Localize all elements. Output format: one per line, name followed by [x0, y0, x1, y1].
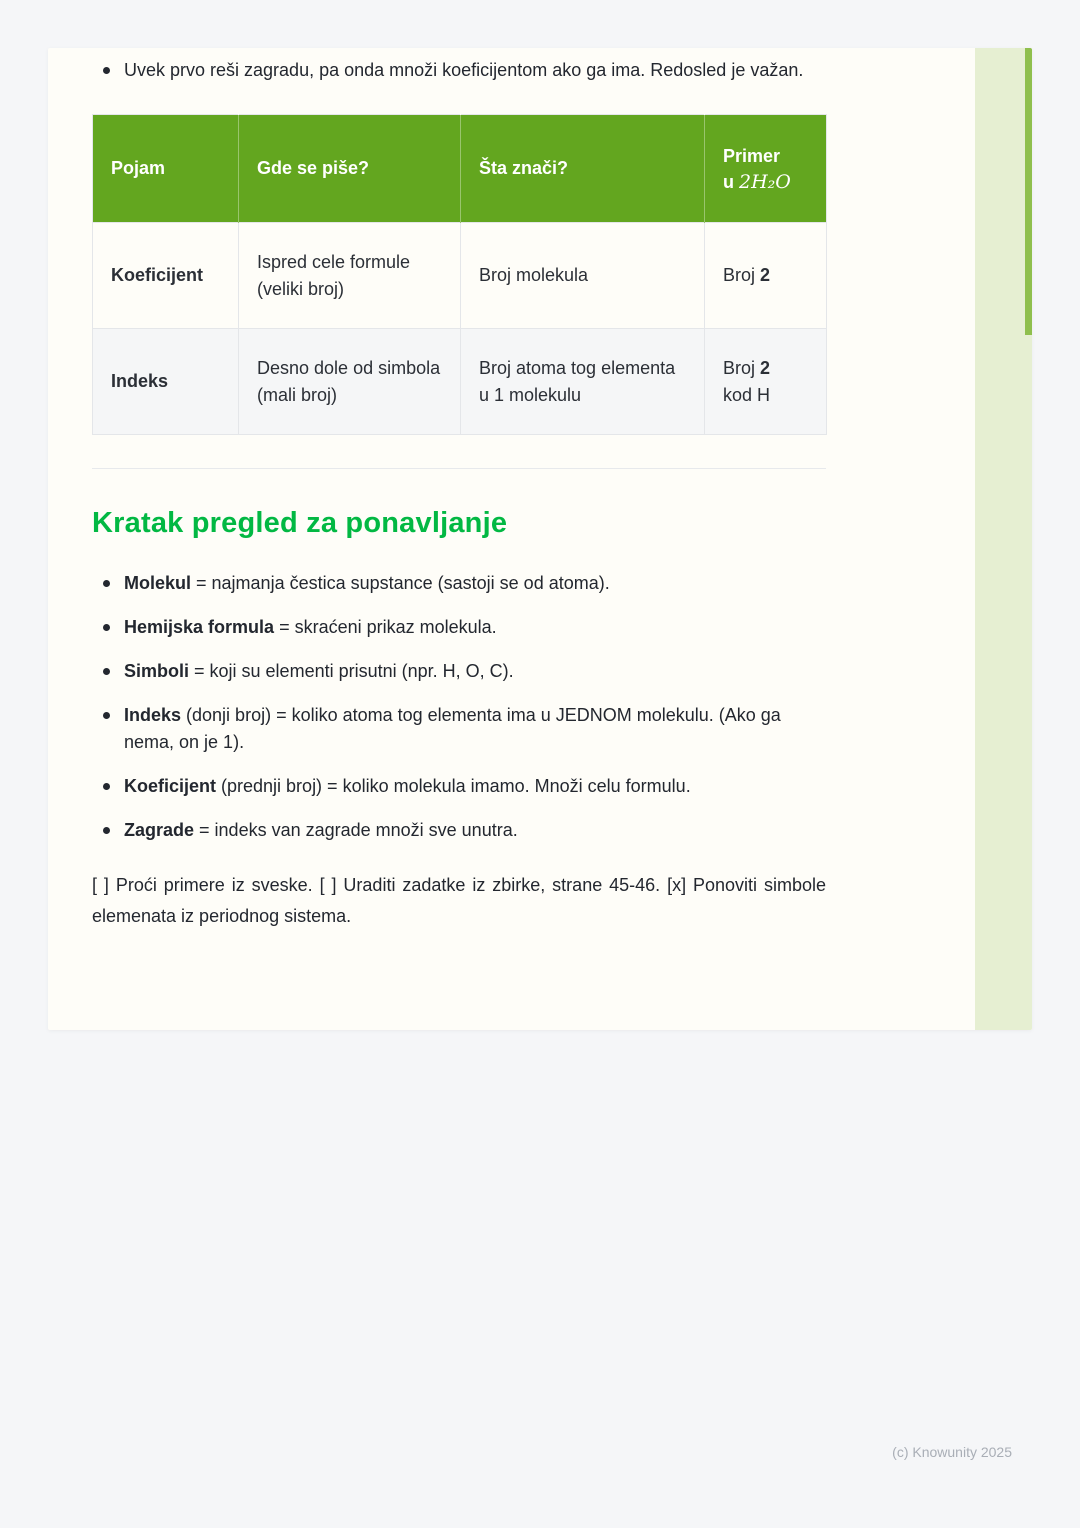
- review-definition: = koji su elementi prisutni (npr. H, O, C).: [189, 661, 514, 681]
- review-item-text: [124, 817, 518, 844]
- formula-2h2o: 2H₂O: [739, 170, 791, 193]
- side-stripe: [975, 48, 1032, 1030]
- list-item: [92, 773, 826, 800]
- primer-bold: 2: [760, 357, 771, 378]
- list-item: [92, 702, 826, 756]
- table-header-pojam: Pojam: [93, 115, 239, 223]
- cell-sta: Broj atoma tog elementa u 1 molekulu: [461, 329, 705, 435]
- list-item: [92, 614, 826, 641]
- bullet-icon: [103, 783, 110, 790]
- tasks-paragraph: [ ] Proći primere iz sveske. [ ] Uraditi zadatke iz zbirke, strane 45-46. [x] Ponoviti simbole elemenata iz periodnog sistema.: [92, 875, 826, 926]
- notes-content: [92, 57, 826, 932]
- intro-bullet-text: Uvek prvo reši zagradu, pa onda množi koeficijentom ako ga ima. Redosled je važan.: [124, 60, 804, 80]
- review-term: Molekul: [124, 573, 192, 593]
- cell-primer: [705, 329, 827, 435]
- review-term: Indeks: [124, 705, 182, 725]
- table-row-koeficijent: [93, 223, 827, 329]
- table-header-row: [93, 115, 827, 223]
- review-item-text: [124, 614, 497, 641]
- list-item: [92, 658, 826, 685]
- review-item-text: [124, 658, 514, 685]
- review-definition: (prednji broj) = koliko molekula imamo. Množi celu formulu.: [216, 776, 691, 796]
- review-term: Simboli: [124, 661, 190, 681]
- notes-card: [48, 48, 1032, 1030]
- review-term: Hemijska formula: [124, 617, 275, 637]
- primer-header-line2: [723, 169, 808, 195]
- list-item: [92, 817, 826, 844]
- primer-header-line1: Primer: [723, 145, 781, 166]
- primer-pre: Broj: [723, 265, 761, 285]
- primer-post: kod H: [723, 384, 771, 405]
- cell-sta: Broj molekula: [461, 223, 705, 329]
- primer-pre: Broj: [723, 357, 761, 378]
- primer-header-u: u: [723, 171, 739, 192]
- cell-gde: Desno dole od simbola (mali broj): [239, 329, 461, 435]
- bullet-icon: [103, 624, 110, 631]
- table-header-sta: Šta znači?: [461, 115, 705, 223]
- review-term: Koeficijent: [124, 776, 217, 796]
- bullet-icon: [103, 668, 110, 675]
- review-item-text: [124, 570, 610, 597]
- review-term: Zagrade: [124, 820, 195, 840]
- cell-term: Indeks: [93, 329, 239, 435]
- review-item-text: [124, 773, 691, 800]
- cell-gde: Ispred cele formule (veliki broj): [239, 223, 461, 329]
- list-item: [92, 57, 826, 84]
- cell-term: Koeficijent: [93, 223, 239, 329]
- divider: [92, 468, 826, 469]
- review-definition: (donji broj) = koliko atoma tog elementa ima u JEDNOM molekulu. (Ako ga nema, on je 1).: [124, 705, 781, 752]
- bullet-icon: [103, 827, 110, 834]
- review-item-text: [124, 702, 824, 756]
- review-list: [92, 570, 826, 844]
- primer-bold: 2: [760, 265, 771, 285]
- footer-copyright: (c) Knowunity 2025: [892, 1444, 1012, 1460]
- review-definition: = skraćeni prikaz molekula.: [274, 617, 497, 637]
- review-definition: = najmanja čestica supstance (sastoji se od atoma).: [191, 573, 610, 593]
- table-header-primer: [705, 115, 827, 223]
- list-item: [92, 570, 826, 597]
- review-definition: = indeks van zagrade množi sve unutra.: [194, 820, 518, 840]
- bullet-icon: [103, 712, 110, 719]
- cell-primer: [705, 223, 827, 329]
- scrollbar-thumb[interactable]: [1025, 48, 1032, 335]
- terms-table: [92, 114, 827, 435]
- table-row-indeks: [93, 329, 827, 435]
- table-header-gde: Gde se piše?: [239, 115, 461, 223]
- section-heading: Kratak pregled za ponavljanje: [92, 507, 508, 539]
- bullet-icon: [103, 67, 110, 74]
- bullet-icon: [103, 580, 110, 587]
